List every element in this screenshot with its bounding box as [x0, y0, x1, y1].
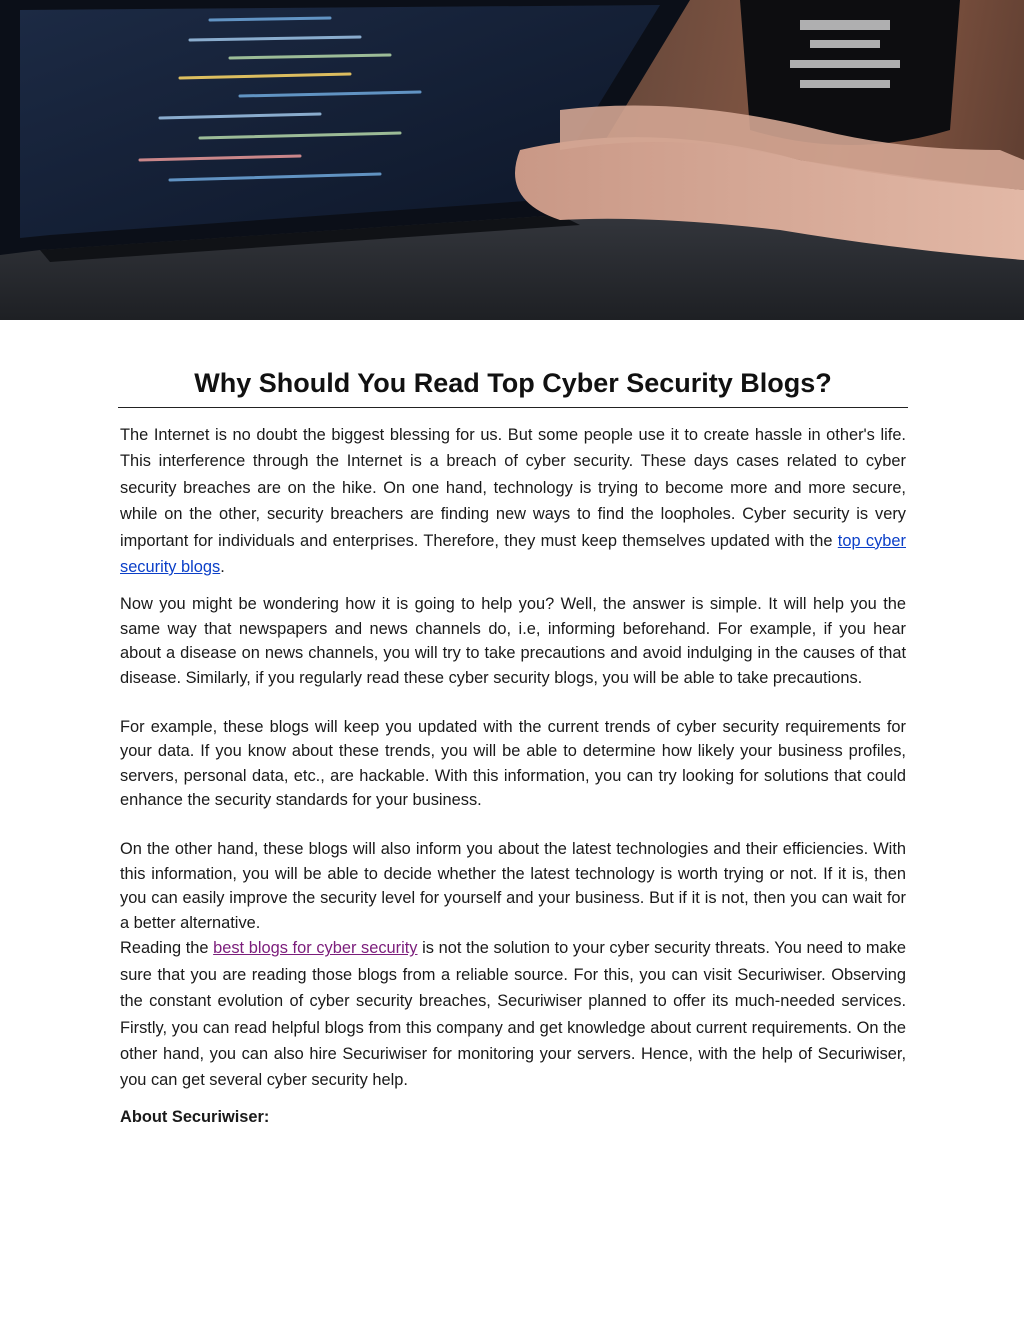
paragraph-help: Now you might be wondering how it is going to help you? Well, the answer is simple. It will help you the same way that newspapers and news channels do, i.e, informing beforehand. For example, if you hear about a disease on news channels, you will try to take precautions and avoid indulging in the causes of that disease. Similarly, if you regularly read these cyber security blogs, you will be able to take precautions.: [120, 595, 906, 687]
about-heading: About Securiwiser:: [120, 1107, 270, 1126]
title-divider: [118, 407, 908, 408]
paragraph-securiwiser: [120, 935, 906, 1093]
hero-image: [0, 0, 1024, 320]
paragraph-securiwiser-text: is not the solution to your cyber security threats. You need to make sure that you are reading those blogs from a reliable source. For this, you can visit Securiwiser. Observing the constant evolution of cyber security breaches, Securiwiser planned to offer its much-needed services. Firstly, you can read helpful blogs from this company and get knowledge about current requirements. On the other hand, you can also hire Securiwiser for monitoring your servers. Hence, with the help of Securiwiser, you can get several cyber security help.: [120, 939, 907, 1090]
best-blogs-for-cyber-security-link[interactable]: best blogs for cyber security: [213, 939, 418, 958]
paragraph-technologies: On the other hand, these blogs will also inform you about the latest technologies and their efficiencies. With this information, you will be able to decide whether the latest technology is worth trying or not. If it is, then you can easily improve the security level for yourself and your business. But if it is not, then you can wait for a better alternative.: [120, 840, 906, 932]
paragraph-intro-end: .: [220, 558, 225, 577]
paragraph-intro-text: The Internet is no doubt the biggest blessing for us. But some people use it to create hassle in other's life. This interference through the Internet is a breach of cyber security. These days cases related to cyber security breaches are on the hike. On one hand, technology is trying to become more and more secure, while on the other, security breachers are finding new ways to find the loopholes. Cyber security is very important for individuals and enterprises. Therefore, they must keep themselves updated with the: [120, 426, 906, 550]
paragraph-securiwiser-start: Reading the: [120, 939, 214, 958]
paragraph-intro: [120, 422, 906, 580]
laptop-photo-illustration: [0, 0, 1024, 320]
page-title: Why Should You Read Top Cyber Security Blogs?: [194, 368, 832, 398]
article: [120, 368, 906, 1127]
top-cyber-security-blogs-link[interactable]: top cyber security blogs: [120, 531, 906, 577]
paragraph-trends: For example, these blogs will keep you updated with the current trends of cyber security requirements for your data. If you know about these trends, you will be able to determine how likely your business profiles, servers, personal data, etc., are hackable. With this information, you can try looking for solutions that could enhance the security standards for your business.: [120, 717, 906, 810]
